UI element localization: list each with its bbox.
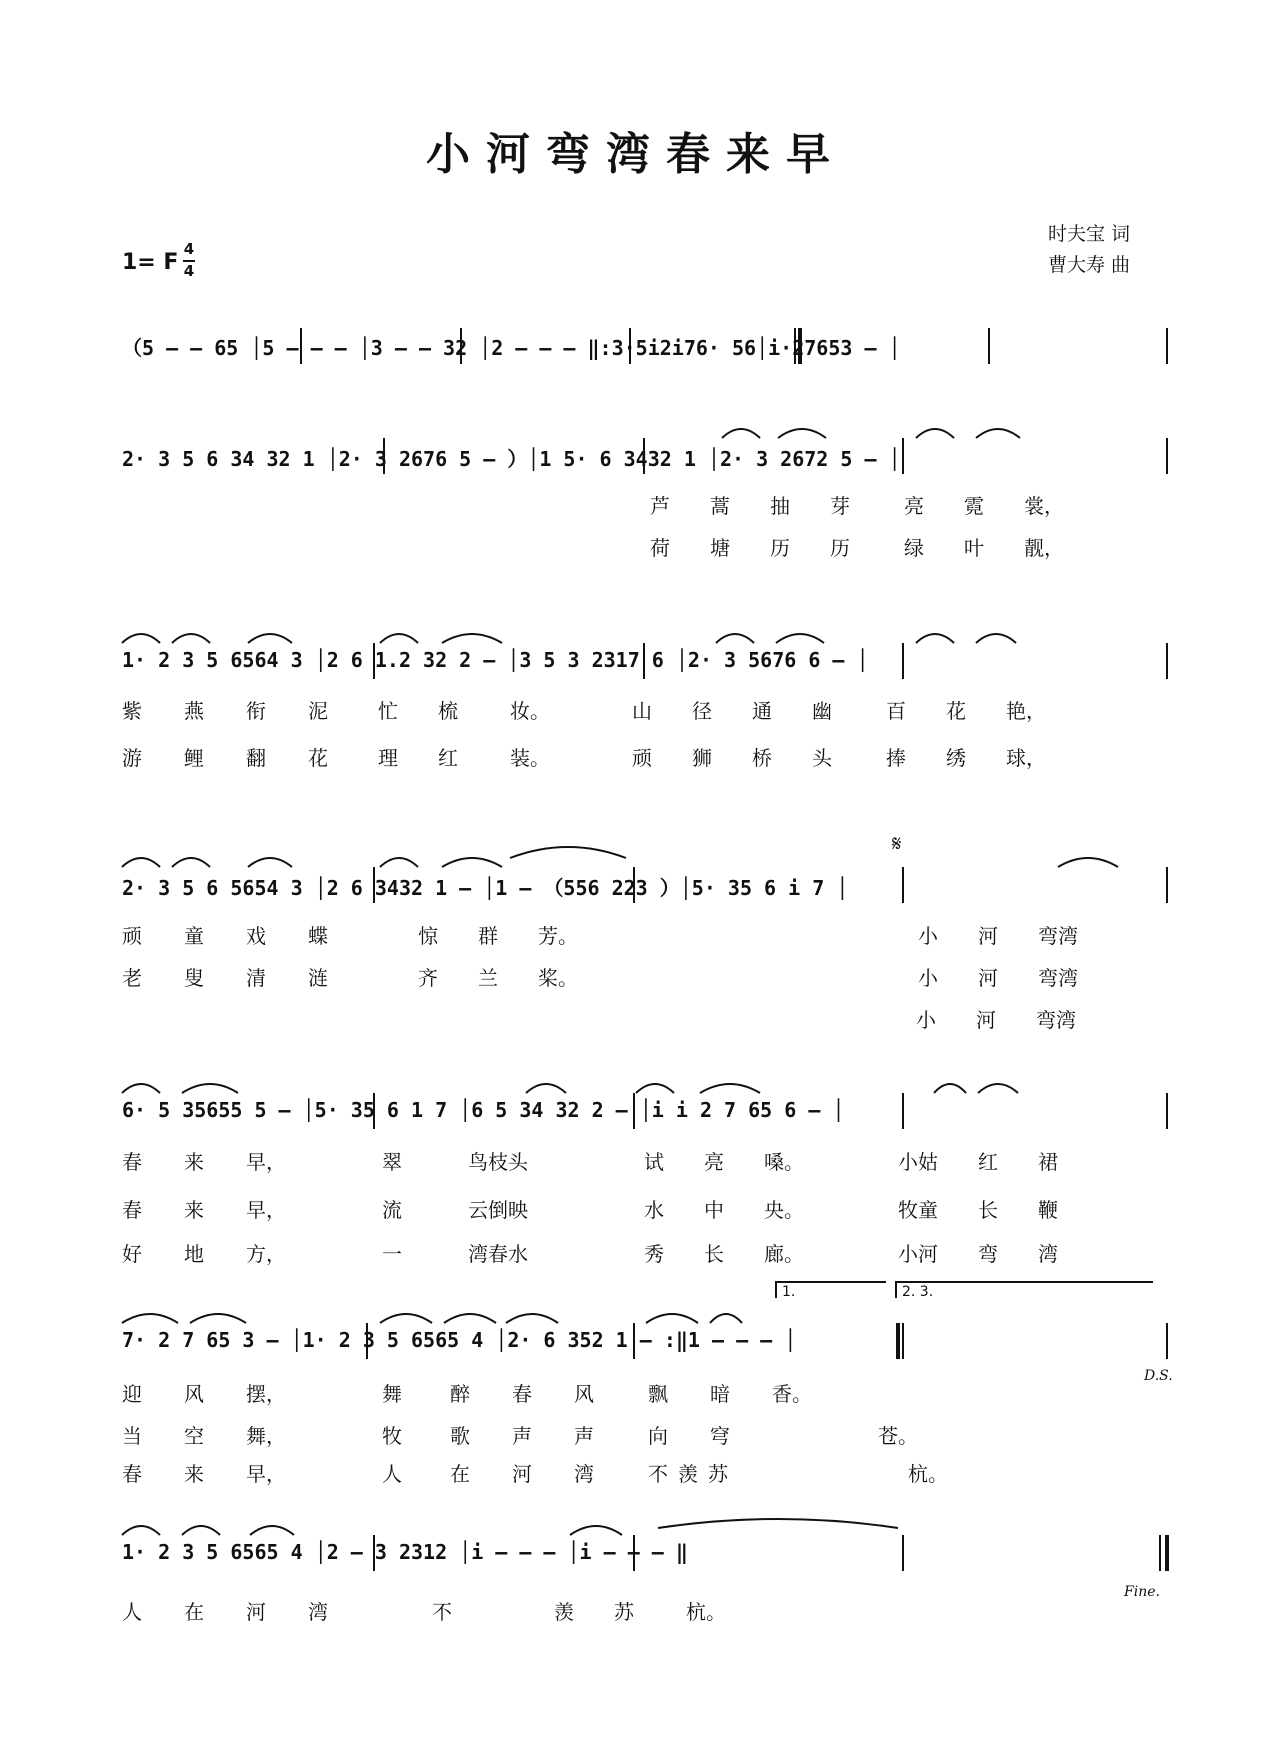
composer-credit: 曹大寿 曲 xyxy=(1048,254,1131,276)
lyric-syllable: 芽 xyxy=(830,494,850,518)
lyric-syllable: 翠 xyxy=(382,1150,402,1174)
lyric-syllable: 春 xyxy=(122,1462,142,1486)
lyric-syllable: 人 xyxy=(122,1600,142,1624)
lyric-syllable: 径 xyxy=(692,699,712,723)
fine-mark: Fine. xyxy=(1124,1584,1160,1600)
lyric-syllable: 春 xyxy=(122,1150,142,1174)
lyric-syllable: 牧 xyxy=(382,1424,402,1448)
lyric-syllable: 不 xyxy=(432,1600,452,1624)
lyric-syllable: 早， xyxy=(246,1198,286,1222)
lyric-syllable: 试 xyxy=(644,1150,664,1174)
lyric-syllable: 忙 xyxy=(378,699,398,723)
lyric-syllable: 湾 xyxy=(308,1600,328,1624)
lyric-syllable: 百 xyxy=(886,699,906,723)
lyric-syllable: 苏 xyxy=(708,1462,728,1486)
music-line-3: 1· 2 3 5 6564 3 │2 6 1.2 32 2 – │3 5 3 2317 6 │2· 3 5676 6 – │ xyxy=(122,648,869,672)
music-line-6: 7· 2 7 65 3 – │1· 2 3 5 6565 4 │2· 6 352 1 – :‖1 – – – │ xyxy=(122,1328,797,1352)
lyric-syllable: 翻 xyxy=(246,746,266,770)
lyric-syllable: 风 xyxy=(184,1382,204,1406)
song-title: 小河弯湾春来早 xyxy=(426,129,846,180)
lyric-syllable: 穹 xyxy=(710,1424,730,1448)
lyric-syllable: 清 xyxy=(246,966,266,990)
lyric-syllable: 春 xyxy=(122,1198,142,1222)
lyric-syllable: 歌 xyxy=(450,1424,470,1448)
lyric-syllable: 嗓。 xyxy=(764,1150,804,1174)
lyric-syllable: 顽 xyxy=(632,746,652,770)
lyric-syllable: 芦 xyxy=(650,494,670,518)
lyric-syllable: 妆。 xyxy=(510,699,550,723)
lyric-syllable: 来 xyxy=(184,1198,204,1222)
music-line-7: 1· 2 3 5 6565 4 │2 – 3 2312 │i – – – │i – – – ‖ xyxy=(122,1540,688,1564)
lyric-syllable: 在 xyxy=(450,1462,470,1486)
lyric-syllable: 舞， xyxy=(246,1424,286,1448)
lyric-syllable: 老 xyxy=(122,966,142,990)
lyric-syllable: 裙 xyxy=(1038,1150,1058,1174)
lyric-syllable: 羡 xyxy=(554,1600,574,1624)
lyric-syllable: 飘 xyxy=(648,1382,668,1406)
lyric-syllable: 艳， xyxy=(1006,699,1046,723)
segno-sign: 𝄋 xyxy=(892,832,902,857)
lyric-syllable: 央。 xyxy=(764,1198,804,1222)
lyric-syllable: 长 xyxy=(704,1242,724,1266)
lyric-syllable: 河 xyxy=(246,1600,266,1624)
lyric-syllable: 羡 xyxy=(678,1462,698,1486)
lyric-syllable: 弯 xyxy=(978,1242,998,1266)
lyric-syllable: 惊 xyxy=(418,924,438,948)
lyric-syllable: 红 xyxy=(438,746,458,770)
lyric-syllable: 叟 xyxy=(184,966,204,990)
lyric-syllable: 游 xyxy=(122,746,142,770)
lyric-syllable: 狮 xyxy=(692,746,712,770)
lyric-syllable: 蝶 xyxy=(308,924,328,948)
lyric-syllable: 通 xyxy=(752,699,772,723)
lyric-syllable: 裳， xyxy=(1024,494,1064,518)
lyric-syllable: 人 xyxy=(382,1462,402,1486)
ending-2-label: 2. 3. xyxy=(902,1284,934,1300)
lyric-syllable: 地 xyxy=(184,1242,204,1266)
lyric-syllable: 醉 xyxy=(450,1382,470,1406)
lyric-syllable: 历 xyxy=(770,536,790,560)
lyric-syllable: 鲤 xyxy=(184,746,204,770)
lyric-syllable: 云倒映 xyxy=(468,1198,528,1222)
lyric-syllable: 幽 xyxy=(812,699,832,723)
lyric-syllable: 童 xyxy=(184,924,204,948)
lyric-syllable: 暗 xyxy=(710,1382,730,1406)
lyric-syllable: 弯湾 xyxy=(1038,966,1078,990)
lyric-syllable: 早， xyxy=(246,1462,286,1486)
ending-1-label: 1. xyxy=(782,1284,796,1300)
lyric-syllable: 不 xyxy=(648,1462,668,1486)
lyric-syllable: 兰 xyxy=(478,966,498,990)
lyric-syllable: 球， xyxy=(1006,746,1046,770)
lyric-syllable: 芳。 xyxy=(538,924,578,948)
lyric-syllable: 河 xyxy=(978,924,998,948)
lyric-syllable: 桥 xyxy=(752,746,772,770)
lyric-syllable: 亮 xyxy=(704,1150,724,1174)
lyric-syllable: 紫 xyxy=(122,699,142,723)
lyric-syllable: 戏 xyxy=(246,924,266,948)
lyric-syllable: 空 xyxy=(184,1424,204,1448)
lyric-syllable: 湾 xyxy=(1038,1242,1058,1266)
lyric-syllable: 小 xyxy=(916,1008,936,1032)
music-line-1: （5 – – 65 │5 – – – │3 – – 32 │2 – – – ‖:3·5i2i76· 56│i·27653 – │ xyxy=(122,336,901,360)
lyric-syllable: 头 xyxy=(812,746,832,770)
lyric-syllable: 绣 xyxy=(946,746,966,770)
lyric-syllable: 河 xyxy=(978,966,998,990)
lyric-syllable: 声 xyxy=(574,1424,594,1448)
lyric-syllable: 鸟枝头 xyxy=(468,1150,528,1174)
lyric-syllable: 苍。 xyxy=(878,1424,918,1448)
lyric-syllable: 舞 xyxy=(382,1382,402,1406)
lyric-syllable: 河 xyxy=(512,1462,532,1486)
lyric-syllable: 霓 xyxy=(964,494,984,518)
lyric-syllable: 来 xyxy=(184,1462,204,1486)
lyric-syllable: 弯湾 xyxy=(1036,1008,1076,1032)
lyric-syllable: 湾 xyxy=(574,1462,594,1486)
lyric-syllable: 来 xyxy=(184,1150,204,1174)
time-signature-bottom: 4 xyxy=(183,262,195,280)
lyric-syllable: 靓， xyxy=(1024,536,1064,560)
lyric-syllable: 好 xyxy=(122,1242,142,1266)
lyric-syllable: 花 xyxy=(308,746,328,770)
lyric-syllable: 历 xyxy=(830,536,850,560)
lyric-syllable: 杭。 xyxy=(686,1600,726,1624)
lyric-syllable: 苏 xyxy=(614,1600,634,1624)
lyric-syllable: 香。 xyxy=(772,1382,812,1406)
lyric-syllable: 流 xyxy=(382,1198,402,1222)
lyric-syllable: 小 xyxy=(918,966,938,990)
time-signature-top: 4 xyxy=(183,240,195,258)
lyric-syllable: 当 xyxy=(122,1424,142,1448)
lyric-syllable: 风 xyxy=(574,1382,594,1406)
lyric-syllable: 鞭 xyxy=(1038,1198,1058,1222)
lyricist-credit: 时夫宝 词 xyxy=(1048,223,1131,245)
lyric-syllable: 蒿 xyxy=(710,494,730,518)
lyric-syllable: 顽 xyxy=(122,924,142,948)
lyric-syllable: 叶 xyxy=(964,536,984,560)
lyric-syllable: 桨。 xyxy=(538,966,578,990)
music-line-5: 6· 5 35655 5 – │5· 35 6 1 7 │6 5 34 32 2 – │i i 2 7 65 6 – │ xyxy=(122,1098,845,1122)
lyric-syllable: 一 xyxy=(382,1242,402,1266)
lyric-syllable: 迎 xyxy=(122,1382,142,1406)
lyric-syllable: 理 xyxy=(378,746,398,770)
lyric-syllable: 亮 xyxy=(904,494,924,518)
lyric-syllable: 在 xyxy=(184,1600,204,1624)
ds-mark: D.S. xyxy=(1144,1368,1173,1384)
lyric-syllable: 群 xyxy=(478,924,498,948)
lyric-syllable: 秀 xyxy=(644,1242,664,1266)
lyric-syllable: 小河 xyxy=(898,1242,938,1266)
lyric-syllable: 向 xyxy=(648,1424,668,1448)
lyric-syllable: 齐 xyxy=(418,966,438,990)
lyric-syllable: 燕 xyxy=(184,699,204,723)
lyric-syllable: 泥 xyxy=(308,699,328,723)
lyric-syllable: 红 xyxy=(978,1150,998,1174)
lyric-syllable: 牧童 xyxy=(898,1198,938,1222)
music-line-2: 2· 3 5 6 34 32 1 │2· 3 2676 5 – ）│1 5· 6 3432 1 │2· 3 2672 5 – │ xyxy=(122,447,901,471)
lyric-syllable: 捧 xyxy=(886,746,906,770)
lyric-syllable: 衔 xyxy=(246,699,266,723)
lyric-syllable: 山 xyxy=(632,699,652,723)
lyric-syllable: 廊。 xyxy=(764,1242,804,1266)
lyric-syllable: 涟 xyxy=(308,966,328,990)
lyric-syllable: 方， xyxy=(246,1242,286,1266)
lyric-syllable: 早， xyxy=(246,1150,286,1174)
lyric-syllable: 弯湾 xyxy=(1038,924,1078,948)
lyric-syllable: 花 xyxy=(946,699,966,723)
lyric-syllable: 长 xyxy=(978,1198,998,1222)
lyric-syllable: 抽 xyxy=(770,494,790,518)
lyric-syllable: 中 xyxy=(704,1198,724,1222)
lyric-syllable: 春 xyxy=(512,1382,532,1406)
lyric-syllable: 梳 xyxy=(438,699,458,723)
lyric-syllable: 湾春水 xyxy=(468,1242,528,1266)
lyric-syllable: 小 xyxy=(918,924,938,948)
lyric-syllable: 荷 xyxy=(650,536,670,560)
lyric-syllable: 声 xyxy=(512,1424,532,1448)
music-line-4: 2· 3 5 6 5654 3 │2 6 3432 1 – │1 – （556 223 ）│5· 35 6 i 7 │ xyxy=(122,876,849,900)
lyric-syllable: 杭。 xyxy=(908,1462,948,1486)
key-signature: 1= F xyxy=(122,250,179,275)
lyric-syllable: 河 xyxy=(976,1008,996,1032)
lyric-syllable: 小姑 xyxy=(898,1150,938,1174)
lyric-syllable: 装。 xyxy=(510,746,550,770)
lyric-syllable: 水 xyxy=(644,1198,664,1222)
lyric-syllable: 绿 xyxy=(904,536,924,560)
lyric-syllable: 塘 xyxy=(710,536,730,560)
lyric-syllable: 摆， xyxy=(246,1382,286,1406)
